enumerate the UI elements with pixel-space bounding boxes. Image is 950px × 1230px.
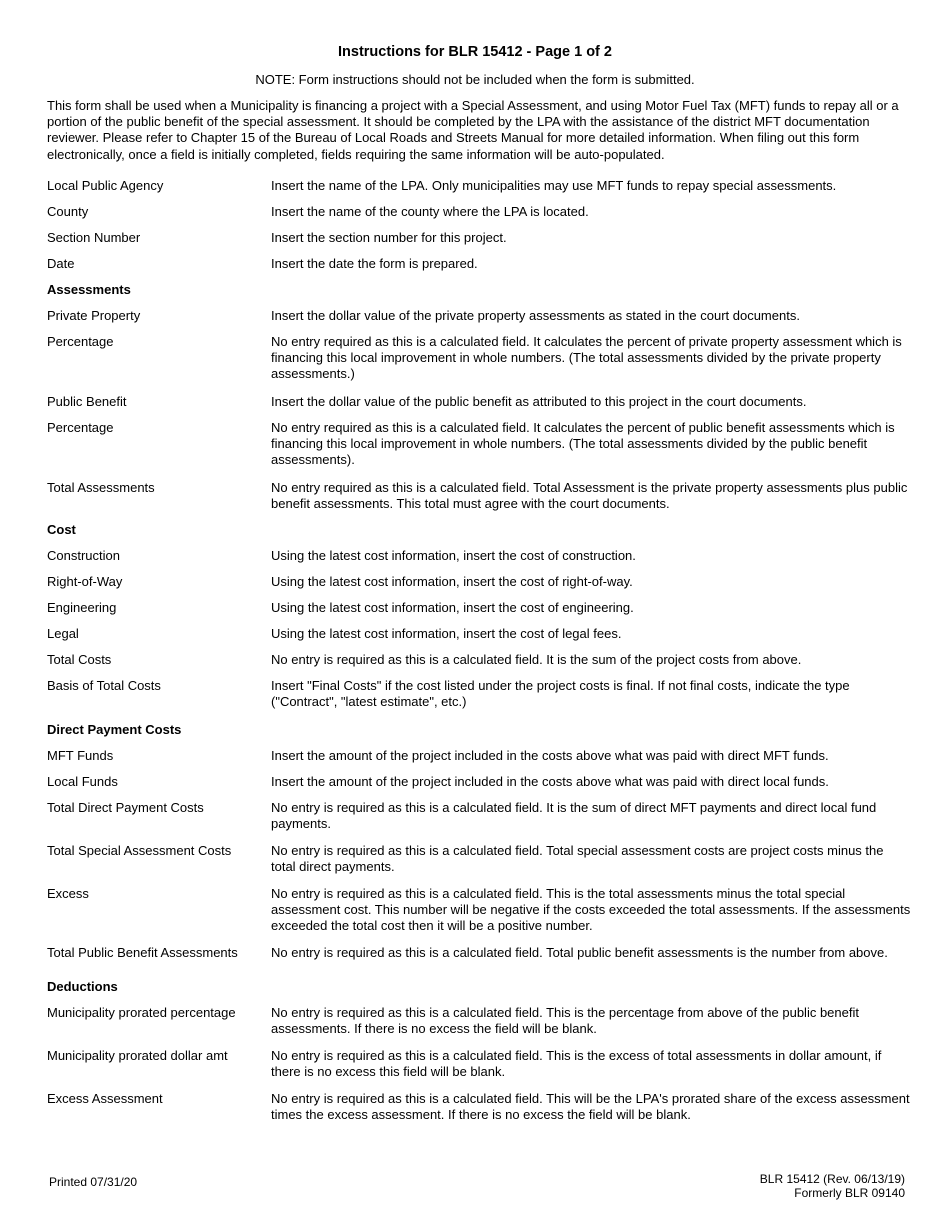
page-title: Instructions for BLR 15412 - Page 1 of 2 <box>338 44 612 60</box>
form-note: NOTE: Form instructions should not be included when the form is submitted. <box>255 72 695 87</box>
field-instruction: No entry is required as this is a calculated field. Total public benefit assessments is the number from above. <box>271 945 888 960</box>
field-instruction: Insert the dollar value of the public benefit as attributed to this project in the court documents. <box>271 394 807 409</box>
field-instruction: Insert the date the form is prepared. <box>271 256 478 271</box>
field-label: MFT Funds <box>47 748 114 763</box>
field-label: Basis of Total Costs <box>47 678 161 693</box>
field-instruction: Insert the amount of the project included in the costs above what was paid with direct local funds. <box>271 774 829 789</box>
field-instruction: Insert the name of the county where the LPA is located. <box>271 204 589 219</box>
field-label: Percentage <box>47 420 114 435</box>
field-label: Private Property <box>47 308 141 323</box>
field-instruction: No entry is required as this is a calculated field. This is the excess of total assessments in dollar amount, if there is no excess this field will be blank. <box>271 1048 882 1080</box>
field-label: Total Assessments <box>47 480 155 495</box>
field-label: Legal <box>47 626 79 641</box>
field-instruction: Insert the amount of the project included in the costs above what was paid with direct MFT funds. <box>271 748 829 763</box>
field-instruction: No entry is required as this is a calculated field. This will be the LPA's prorated share of the excess assessment times the excess assessment. If there is no excess the field will be blank. <box>271 1091 910 1123</box>
printed-date: Printed 07/31/20 <box>49 1175 138 1189</box>
field-label: Total Direct Payment Costs <box>47 800 204 815</box>
field-instruction: No entry is required as this is a calculated field. Total special assessment costs are project costs minus the total direct payments. <box>271 843 884 875</box>
field-label: Total Public Benefit Assessments <box>47 945 238 960</box>
field-instruction: Insert the section number for this project. <box>271 230 507 245</box>
field-instruction: Insert the name of the LPA. Only municipalities may use MFT funds to repay special assessments. <box>271 178 837 193</box>
field-instruction: Insert "Final Costs" if the cost listed under the project costs is final. If not final costs, indicate the type ("Contract", "latest estimate", etc.) <box>271 678 850 710</box>
form-revision: BLR 15412 (Rev. 06/13/19) <box>759 1172 905 1186</box>
field-label: Date <box>47 256 75 271</box>
field-label: Local Funds <box>47 774 118 789</box>
field-label: Right-of-Way <box>47 574 123 589</box>
field-instruction: No entry required as this is a calculated field. It calculates the percent of private property assessment which is financing this local improvement in whole numbers. (The total assessments divided by the private property assessments.) <box>271 334 902 382</box>
field-label: Local Public Agency <box>47 178 164 193</box>
field-label: Total Special Assessment Costs <box>47 843 232 858</box>
section-heading-assessments: Assessments <box>47 282 131 297</box>
section-heading-deductions: Deductions <box>47 979 118 994</box>
field-instruction: No entry required as this is a calculated field. Total Assessment is the private property assessments plus public benefit assessments. This total must agree with the court documents. <box>271 480 908 512</box>
former-form-number: Formerly BLR 09140 <box>794 1186 905 1200</box>
field-instruction: Using the latest cost information, insert the cost of legal fees. <box>271 626 622 641</box>
field-instruction: No entry is required as this is a calculated field. It is the sum of direct MFT payments and direct local fund payments. <box>271 800 877 832</box>
section-heading-cost: Cost <box>47 522 76 537</box>
field-instruction: No entry is required as this is a calculated field. This is the percentage from above of the public benefit assessments. If there is no excess the field will be blank. <box>271 1005 859 1037</box>
field-instruction: Using the latest cost information, insert the cost of engineering. <box>271 600 634 615</box>
field-label: County <box>47 204 89 219</box>
field-label: Engineering <box>47 600 117 615</box>
field-instruction: No entry is required as this is a calculated field. It is the sum of the project costs from above. <box>271 652 802 667</box>
field-instruction: Using the latest cost information, insert the cost of construction. <box>271 548 636 563</box>
field-label: Section Number <box>47 230 141 245</box>
field-label: Percentage <box>47 334 114 349</box>
field-instruction: Using the latest cost information, insert the cost of right-of-way. <box>271 574 633 589</box>
field-instruction: Insert the dollar value of the private property assessments as stated in the court documents. <box>271 308 800 323</box>
field-label: Construction <box>47 548 120 563</box>
form-revision-block <box>760 1172 905 1200</box>
section-heading-direct-payment-costs: Direct Payment Costs <box>47 722 182 737</box>
field-label: Excess <box>47 886 89 901</box>
field-label: Total Costs <box>47 652 112 667</box>
field-label: Public Benefit <box>47 394 127 409</box>
field-label: Municipality prorated dollar amt <box>47 1048 228 1063</box>
field-label: Excess Assessment <box>47 1091 163 1106</box>
field-instruction: No entry is required as this is a calculated field. This is the total assessments minus the total special assessment cost. This number will be negative if the costs exceeded the total assessments. If the assessments exceeded the total cost then it will be a positive number. <box>271 886 911 934</box>
intro-paragraph: This form shall be used when a Municipality is financing a project with a Special Assessment, and using Motor Fuel Tax (MFT) funds to repay all or a portion of the public benefit of the special assessment. It should be completed by the LPA with the assistance of the district MFT documentation reviewer. Please refer to Chapter 15 of the Bureau of Local Roads and Streets Manual for more detailed information. When filing out this form electronically, once a field is initially completed, fields requiring the same information will be auto-populated. <box>47 98 899 162</box>
field-instruction: No entry required as this is a calculated field. It calculates the percent of public benefit assessments which is financing this local improvement in whole numbers. (The total assessments divided by the public benefit assessments). <box>271 420 895 468</box>
field-label: Municipality prorated percentage <box>47 1005 236 1020</box>
